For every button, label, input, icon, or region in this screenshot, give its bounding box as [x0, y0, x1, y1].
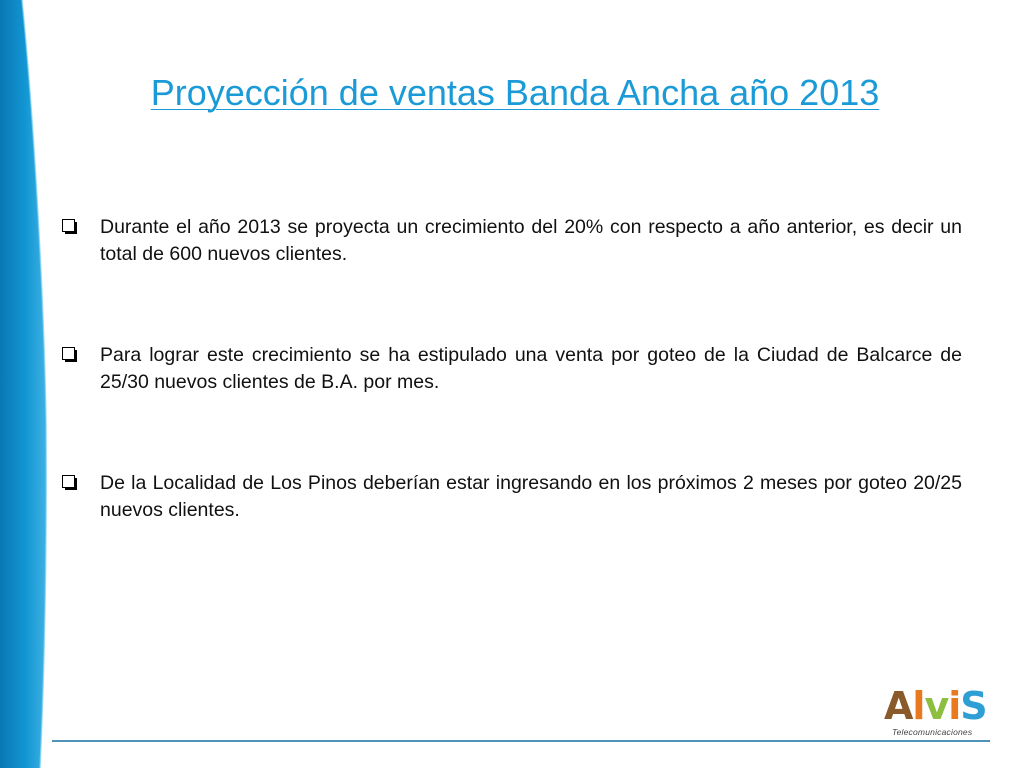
- bullet-text: Durante el año 2013 se proyecta un crecimiento del 20% con respecto a año anterior, es decir un total de 600 nuevos clientes.: [100, 216, 962, 265]
- logo-letter: S: [960, 684, 987, 728]
- bullet-text: Para lograr este crecimiento se ha estipulado una venta por goteo de la Ciudad de Balcarce de 25/30 nuevos clientes de B.A. por mes.: [100, 344, 962, 393]
- side-band-graphic: [0, 0, 48, 768]
- logo-wordmark: [884, 686, 992, 726]
- side-band-decoration: [0, 0, 48, 768]
- logo-letter: l: [912, 684, 925, 728]
- checkbox-bullet-icon: [62, 475, 76, 489]
- list-item: [62, 214, 962, 268]
- checkbox-bullet-icon: [62, 219, 76, 233]
- alvis-logo: [884, 686, 992, 738]
- list-item: [62, 470, 962, 524]
- logo-letter: v: [924, 684, 949, 728]
- list-item: [62, 342, 962, 396]
- page-title: Proyección de ventas Banda Ancha año 2013: [150, 72, 880, 113]
- logo-subtitle: Telecomunicaciones: [892, 727, 973, 737]
- logo-letter: A: [884, 684, 913, 728]
- bullet-text: De la Localidad de Los Pinos deberían estar ingresando en los próximos 2 meses por goteo 20/25 nuevos clientes.: [100, 472, 962, 521]
- footer-divider: [52, 740, 990, 742]
- bullet-list: [62, 214, 962, 524]
- checkbox-bullet-icon: [62, 347, 76, 361]
- logo-letter: i: [948, 684, 961, 728]
